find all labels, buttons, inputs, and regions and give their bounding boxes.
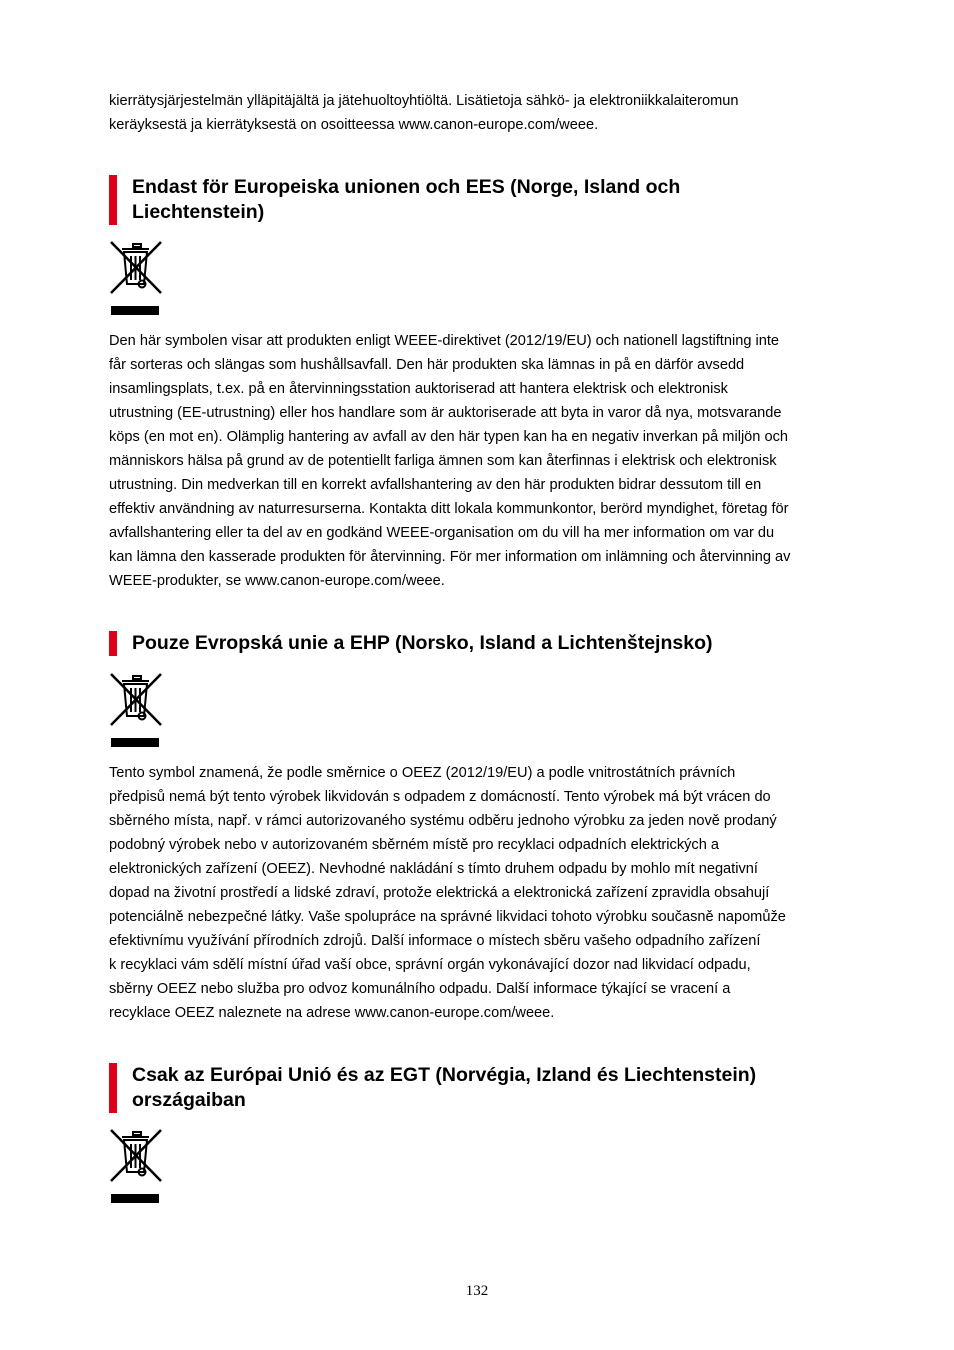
section-heading-sv <box>109 175 892 225</box>
weee-crossed-bin-icon <box>109 672 163 748</box>
body-line: sběrného místa, např. v rámci autorizovaného systému odběru jednoho výrobku za jeden nově prodaný <box>109 813 777 829</box>
body-line: dopad na životní prostředí a lidské zdraví, protože elektrická a elektronická zařízení zpravidla obsahují <box>109 885 770 901</box>
body-line: människors hälsa på grund av de potentiellt farliga ämnen som kan återfinnas i elektrisk och elektronisk <box>109 453 777 469</box>
body-line: kan lämna den kasserade produkten för återvinning. För mer information om inlämning och återvinning av <box>109 549 791 565</box>
body-line: Den här symbolen visar att produkten enligt WEEE-direktivet (2012/19/EU) och nationell lagstiftning inte <box>109 333 780 349</box>
body-line: får sorteras och slängas som hushållsavfall. Den här produkten ska lämnas in på en därför avsedd <box>109 357 745 373</box>
body-line: potenciálně nebezpečné látky. Vaše spolupráce na správné likvidaci tohoto výrobku současně napomůže <box>109 909 786 925</box>
body-line: předpisů nemá být tento výrobek likvidován s odpadem z domácností. Tento výrobek má být vrácen do <box>109 789 771 805</box>
body-line: effektiv användning av naturresurserna. Kontakta ditt lokala kommunkontor, berörd myndighet, företag för <box>109 501 789 517</box>
body-line: köps (en mot en). Olämplig hantering av avfall av den här typen kan ha en negativ inverkan på miljön och <box>109 429 789 445</box>
body-line: Tento symbol znamená, že podle směrnice o OEEZ (2012/19/EU) a podle vnitrostátních právních <box>109 765 736 781</box>
body-line: insamlingsplats, t.ex. på en återvinningsstation auktoriserad att hantera elektrisk och elektronisk <box>109 381 728 397</box>
heading-line: országaiban <box>132 1089 246 1111</box>
section-body-cs <box>109 761 864 1025</box>
heading-line: Pouze Evropská unie a EHP (Norsko, Island a Lichtenštejnsko) <box>132 632 713 654</box>
body-line: podobný výrobek nebo v autorizovaném sběrném místě pro recyklaci odpadních elektrických a <box>109 837 720 853</box>
intro-line: kierrätysjärjestelmän ylläpitäjältä ja jätehuoltoyhtiöltä. Lisätietoja sähkö- ja elektroniikkalaiteromun <box>109 93 739 109</box>
intro-paragraph <box>109 89 864 137</box>
body-line: avfallshantering eller ta del av en godkänd WEEE-organisation om du vill ha mer information om var du <box>109 525 775 541</box>
page-number: 132 <box>465 1283 489 1299</box>
body-line: utrustning (EE-utrustning) eller hos handlare som är auktoriserade att byta in varor då nya, motsvarande <box>109 405 782 421</box>
heading-line: Liechtenstein) <box>132 201 265 223</box>
weee-crossed-bin-icon <box>109 1128 163 1204</box>
body-line: elektronických zařízení (OEEZ). Nevhodné nakládání s tímto druhem odpadu by mohlo mít negativní <box>109 861 758 877</box>
body-line: efektivnímu využívání přírodních zdrojů. Další informace o místech sběru vašeho odpadního zařízení <box>109 933 761 949</box>
intro-line: keräyksestä ja kierrätyksestä on osoitteessa www.canon-europe.com/weee. <box>109 117 599 133</box>
body-line: sběrny OEEZ nebo služba pro odvoz komunálního odpadu. Další informace týkající se vracení a <box>109 981 731 997</box>
section-heading-hu <box>109 1063 892 1113</box>
heading-line: Endast för Europeiska unionen och EES (Norge, Island och <box>132 176 681 198</box>
body-line: WEEE-produkter, se www.canon-europe.com/weee. <box>109 573 445 589</box>
section-heading-cs <box>109 631 892 656</box>
body-line: utrustning. Din medverkan till en korrekt avfallshantering av den här produkten bidrar dessutom till en <box>109 477 762 493</box>
section-body-sv <box>109 329 864 593</box>
body-line: k recyklaci vám sdělí místní úřad vaší obce, správní orgán vykonávající dozor nad likvidací odpadu, <box>109 957 751 973</box>
heading-line: Csak az Európai Unió és az EGT (Norvégia, Izland és Liechtenstein) <box>132 1064 757 1086</box>
weee-crossed-bin-icon <box>109 240 163 316</box>
body-line: recyklace OEEZ naleznete na adrese www.canon-europe.com/weee. <box>109 1005 555 1021</box>
